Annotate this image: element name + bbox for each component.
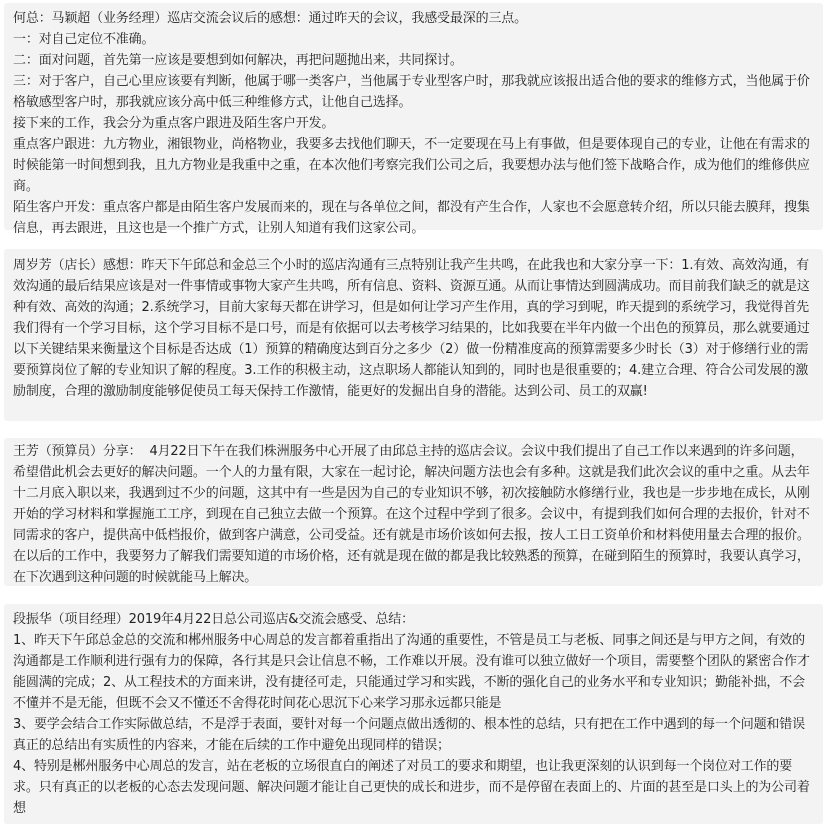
message-line: 接下来的工作，我会分为重点客户跟进及陌生客户开发。 — [13, 116, 335, 131]
message-line: 王芳（预算员）分享： 4月22日下午在我们株洲服务中心开展了由邱总主持的巡店会议。会议中我们提出了自己工作以来遇到的许多问题，希望借此机会去更好的解决问题。一个人的力量有限，大家在一起讨论，解决问题方法也会有多种。这就是我们此次会议的重中之重。从去年十二月底入职以来，我遇到过不少的问题，这其中有一些是因为自己的专业知识不够，初次接触防水修缮行业，我也是一步步地在成长，从刚开始的学习材料和掌握施工工序，到现在自己独立去做一个预算。在这个过程中学到了很多。会议中，有提到我们如何合理的去报价，针对不同需求的客户，提供高中低档报价，做到客户满意，公司受益。还有就是市场价该如何去报，按人工日工资单价和材料使用量去合理的报价。在以后的工作中，我要努力了解我们需要知道的市场价格，还有就是现在做的都是我比较熟悉的预算，在碰到陌生的预算时，我要认真学习，在下次遇到这种问题的时候就能马上解决。 — [13, 444, 810, 585]
message-line: 一：对自己定位不准确。 — [13, 32, 155, 47]
message-line: 周岁芳（店长）感想：昨天下午邱总和金总三个小时的巡店沟通有三点特别让我产生共鸣，在此我也和大家分享一下：1.有效、高效沟通，有效沟通的最后结果应该是对一件事情或事物大家产生共鸣，所有信息、资料、资源互通。从而让事情达到圆满成功。而目前我们缺乏的就是这种有效、高效的沟通；2.系统学习，目前大家每天都在讲学习，但是如何让学习产生作用，真的学习到呢，昨天提到的系统学习，我觉得首先我们得有一个学习目标，这个学习目标不是口号，而是有依据可以去考核学习结果的，比如我要在半年内做一个出色的预算员，那么就要通过以下关键结果来衡量这个目标是否达成（1）预算的精确度达到百分之多少（2）做一份精准度高的预算需要多少时长（3）对于修缮行业的需要预算岗位了解的专业知识了解的程度。3.工作的积极主动，这点职场人都能认知到的，同时也是很重要的；4.建立合理、符合公司发展的激励制度，合理的激励制度能够促使员工每天保持工作激情，能更好的发掘出自身的潜能。达到公司、员工的双赢! — [13, 258, 810, 399]
message-line: 4、特别是郴州服务中心周总的发言，站在老板的立场很直白的阐述了对员工的要求和期望，也让我更深刻的认识到每一个岗位对工作的要求。只有真正的以老板的心态去发现问题、解决问题才能让自己更快的成长和进步，而不是停留在表面上的、片面的甚至是口头上的为公司着想 — [13, 759, 810, 816]
message-line: 3、要学会结合工作实际做总结，不是浮于表面，要针对每一个问题点做出透彻的、根本性的总结，只有把在工作中遇到的每一个问题和错误真正的总结出有实质性的内容来，才能在后续的工作中避免出现同样的错误； — [13, 717, 805, 753]
message-line: 何总：马颖超（业务经理）巡店交流会议后的感想：通过昨天的会议，我感受最深的三点。 — [13, 11, 528, 26]
message-card-wang-fang — [4, 438, 823, 586]
message-line: 重点客户跟进：九方物业，湘银物业，尚格物业，我要多去找他们聊天，不一定要现在马上有事做，但是要体现自己的专业，让他在有需求的时候能第一时间想到我，且九方物业是我重中之重，在本次他们考察完我们公司之后，我要想办法与他们签下战略合作，成为他们的维修供应商。 — [13, 137, 810, 194]
message-line: 三：对于客户，自己心里应该要有判断，他属于哪一类客户，当他属于专业型客户时，那我就应该报出适合他的要求的维修方式，当他属于价格敏感型客户时，那我就应该分高中低三种维修方式，让他自己选择。 — [13, 74, 810, 110]
message-line: 陌生客户开发：重点客户都是由陌生客户发展而来的，现在与各单位之间，都没有产生合作，人家也不会愿意转介绍，所以只能去膜拜，搜集信息，再去跟进，且这也是一个推广方式，让别人知道有我们这家公司。 — [13, 200, 810, 236]
message-line: 段振华（项目经理）2019年4月22日总公司巡店&交流会感受、总结： — [13, 612, 414, 627]
message-line: 二：面对问题，首先第一应该是要想到如何解决，再把问题抛出来，共同探讨。 — [13, 53, 463, 68]
message-card-duan-zhenhua — [4, 604, 823, 824]
message-card-ma-yingchao — [4, 3, 823, 236]
message-card-zhou-suifang — [4, 249, 823, 421]
message-line: 1、昨天下午邱总金总的交流和郴州服务中心周总的发言都着重指出了沟通的重要性，不管是员工与老板、同事之间还是与甲方之间，有效的沟通都是工作顺利进行强有力的保障，各行其是只会让信息不畅，工作难以开展。没有谁可以独立做好一个项目，需要整个团队的紧密合作才能圆满的完成；2、从工程技术的方面来讲，没有捷径可走，只能通过学习和实践，不断的强化自己的业务水平和专业知识；勤能补拙，不会不懂并不是无能，但既不会又不懂还不舍得花时间花心思沉下心来学习那永远都只能是 — [13, 633, 810, 711]
